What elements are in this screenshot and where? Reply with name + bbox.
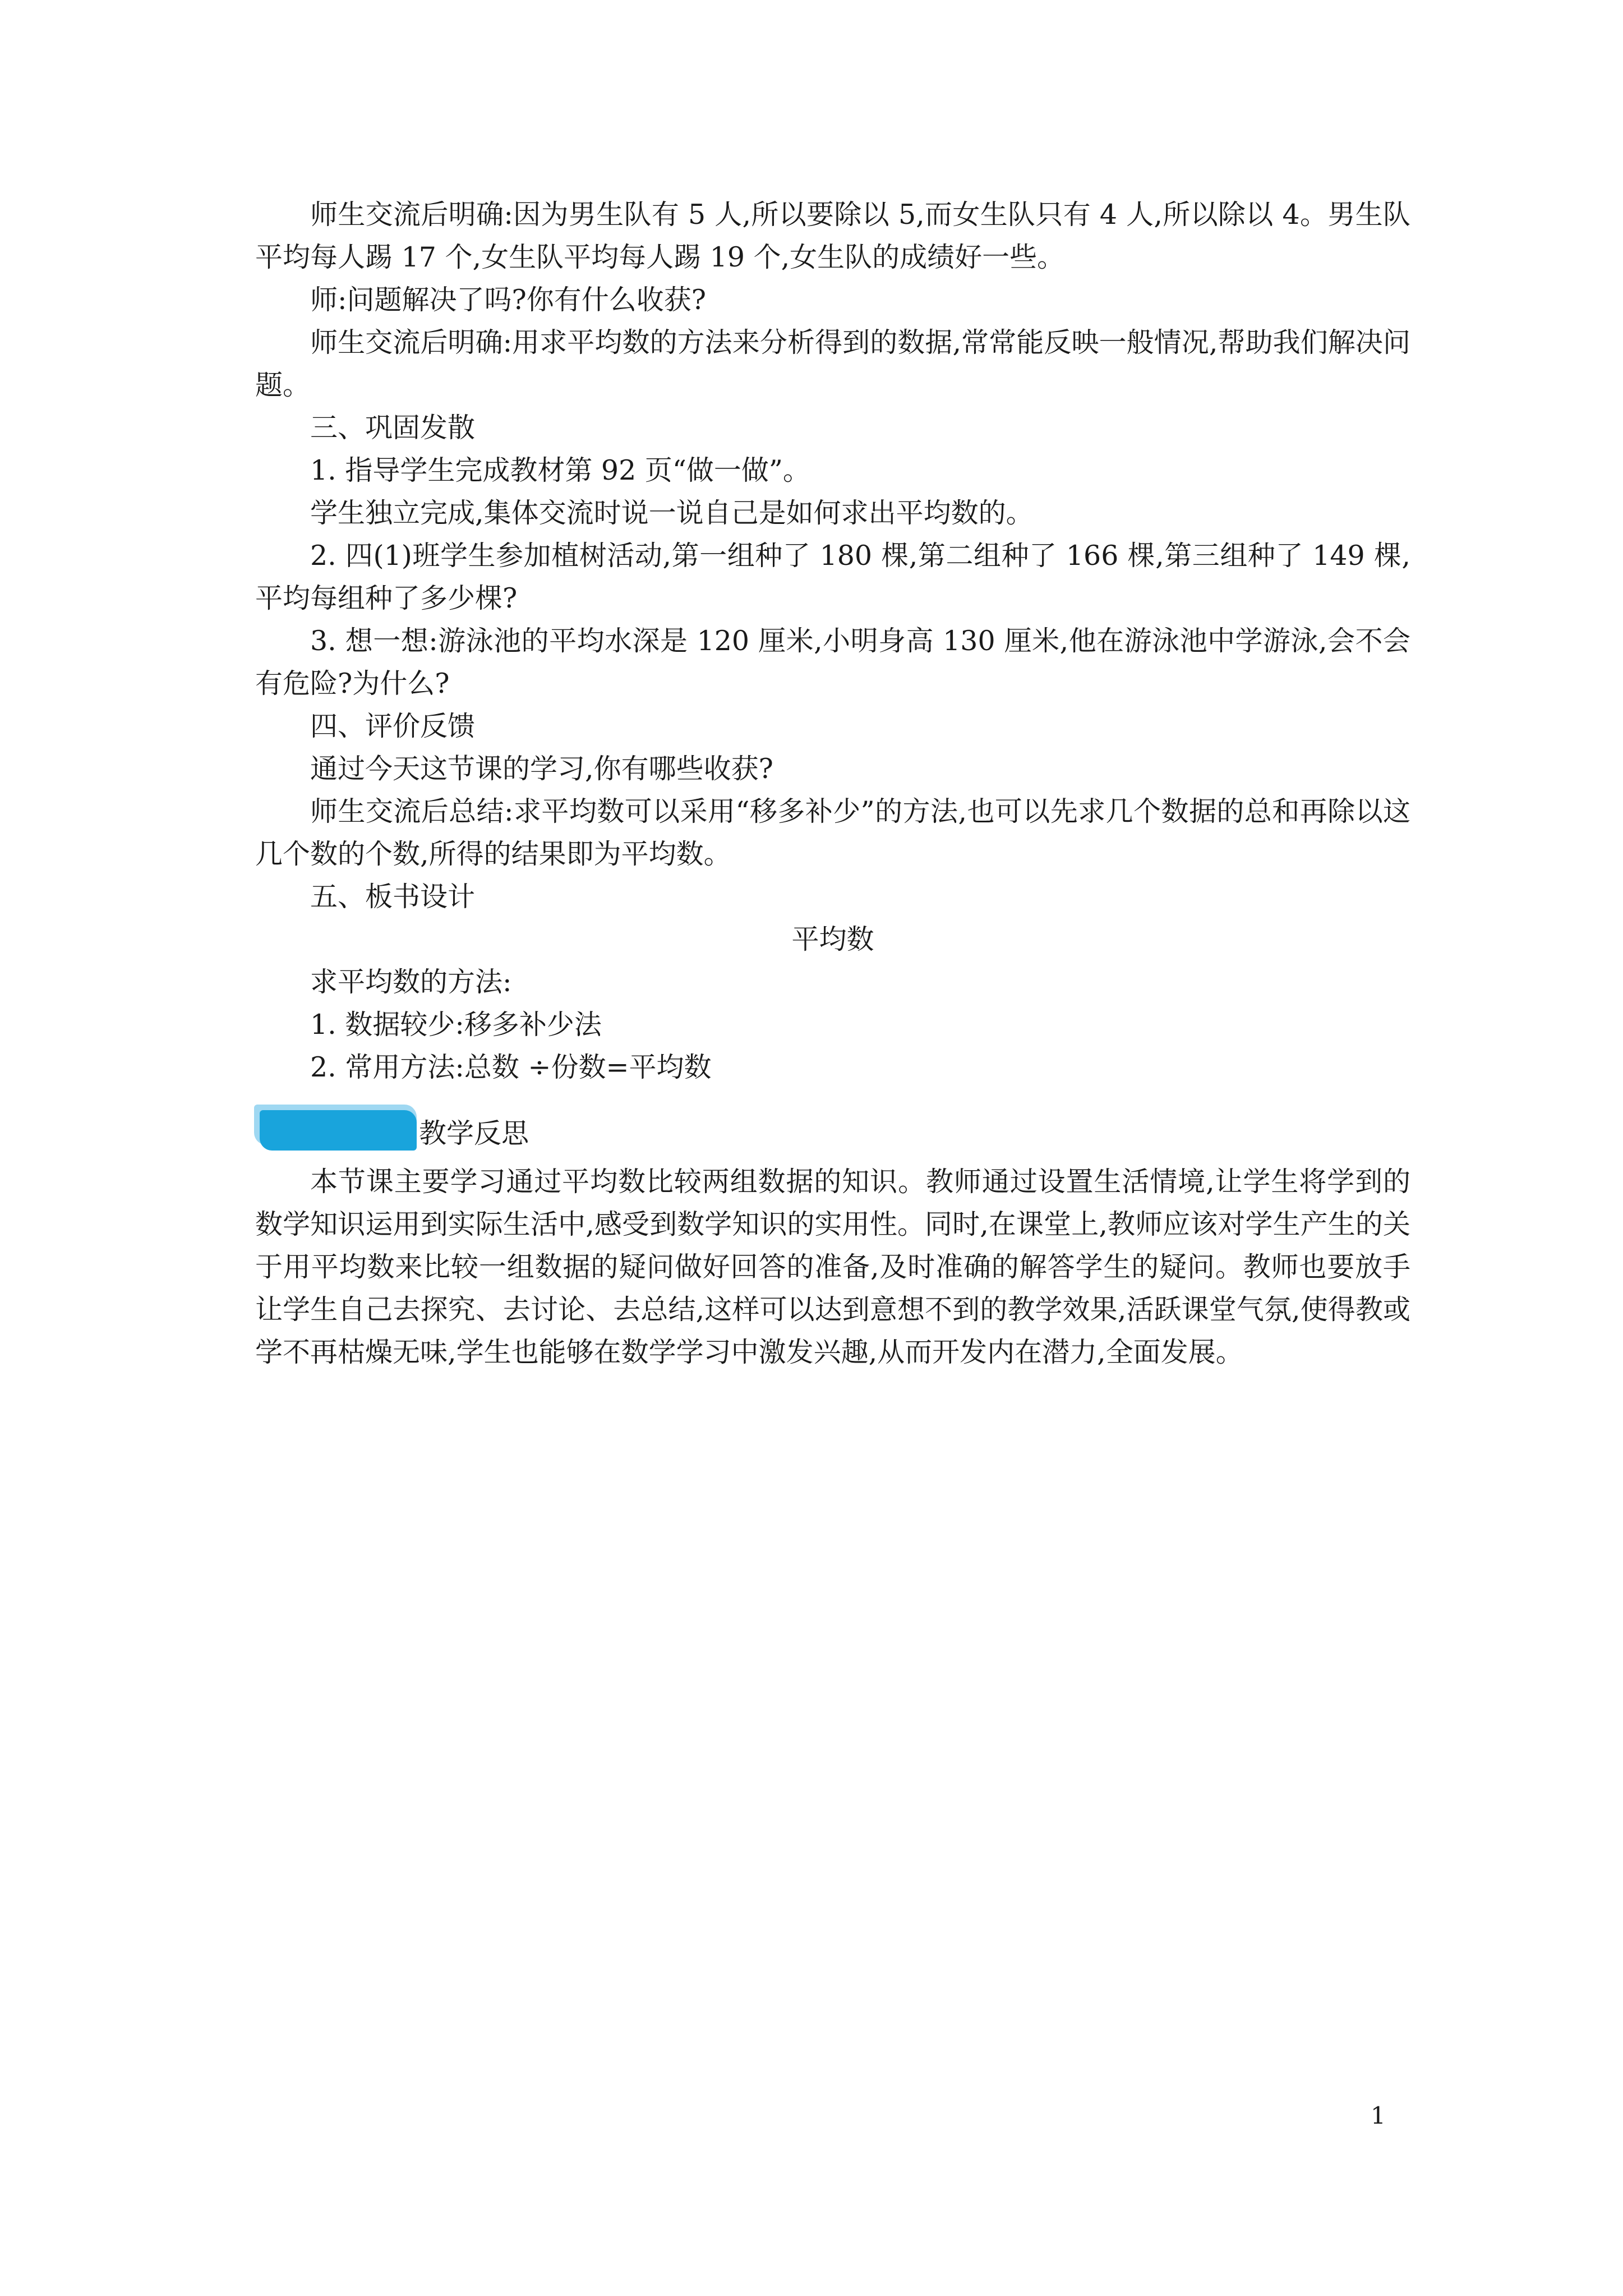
reflection-section-header — [255, 1099, 1410, 1161]
section-badge — [260, 1110, 417, 1151]
board-title: 平均数 — [791, 923, 874, 955]
exercise-2: 2. 四(1)班学生参加植树活动,第一组种了 180 棵,第二组种了 166 棵,第三组种了 149 棵,平均每组种了多少棵? — [255, 540, 1410, 614]
heading-feedback: 四、评价反馈 — [310, 710, 476, 742]
reflection-paragraph: 本节课主要学习通过平均数比较两组数据的知识。教师通过设置生活情境,让学生将学到的数学知识运用到实际生活中,感受到数学知识的实用性。同时,在课堂上,教师应该对学生产生的关于用平均数来比较一组数据的疑问做好回答的准备,及时准确的解答学生的疑问。教师也要放手让学生自己去探究、去讨论、去总结,这样可以达到意想不到的教学效果,活跃课堂气氛,使得教或学不再枯燥无味,学生也能够在数学学习中激发兴趣,从而开发内在潜力,全面发展。 — [255, 1166, 1410, 1368]
feedback-question: 通过今天这节课的学习,你有哪些收获? — [310, 753, 773, 785]
exercise-1-note: 学生独立完成,集体交流时说一说自己是如何求出平均数的。 — [310, 497, 1034, 529]
paragraph-conclusion-teams: 师生交流后明确:因为男生队有 5 人,所以要除以 5,而女生队只有 4 人,所以除以 4。男生队平均每人踢 17 个,女生队平均每人踢 19 个,女生队的成绩好一些。 — [255, 199, 1410, 273]
heading-consolidation: 三、巩固发散 — [310, 412, 476, 444]
board-line-method: 求平均数的方法: — [310, 966, 512, 998]
board-line-1: 1. 数据较少:移多补少法 — [310, 1009, 602, 1041]
exercise-3: 3. 想一想:游泳池的平均水深是 120 厘米,小明身高 130 厘米,他在游泳池中学游泳,会不会有危险?为什么? — [255, 625, 1410, 700]
paragraph-conclusion-method: 师生交流后明确:用求平均数的方法来分析得到的数据,常常能反映一般情况,帮助我们解决问题。 — [255, 326, 1410, 401]
heading-board-design: 五、板书设计 — [310, 881, 476, 913]
reflection-title: 教学反思 — [419, 1117, 529, 1149]
page-number: 1 — [1371, 2102, 1386, 2129]
exercise-1: 1. 指导学生完成教材第 92 页“做一做”。 — [310, 454, 810, 486]
page-content — [255, 194, 1410, 1374]
feedback-summary: 师生交流后总结:求平均数可以采用“移多补少”的方法,也可以先求几个数据的总和再除以这几个数的个数,所得的结果即为平均数。 — [255, 795, 1410, 870]
paragraph-teacher-question: 师:问题解决了吗?你有什么收获? — [310, 284, 707, 316]
board-line-2: 2. 常用方法:总数 ÷份数=平均数 — [310, 1051, 712, 1083]
